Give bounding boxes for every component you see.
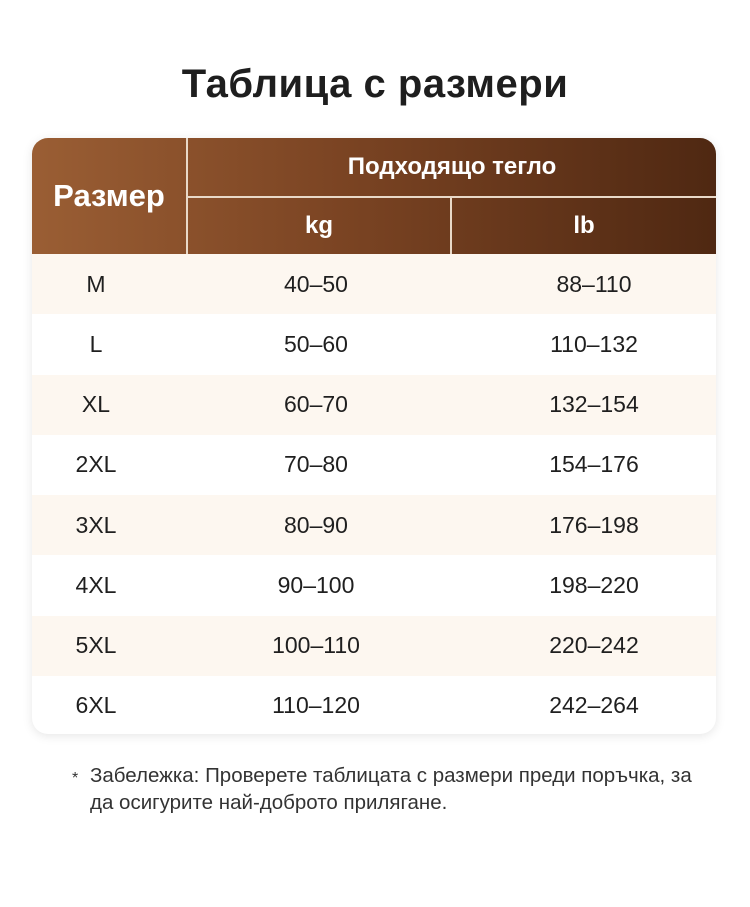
table-row [32,616,716,676]
size-cell: 4XL [75,571,117,598]
kg-cell: 80–90 [284,511,348,538]
footnote-text: Забележка: Проверете таблицата с размери преди поръчка, за да осигурите най-доброто прилягане. [90,764,692,814]
kg-cell: 90–100 [277,571,355,598]
asterisk: * [72,770,79,787]
header-kg: kg [304,212,333,239]
table-row [32,314,716,374]
table-row [32,254,716,314]
kg-cell: 60–70 [284,391,348,418]
table-header [32,138,716,254]
size-cell: 6XL [75,692,117,719]
kg-cell: 110–120 [272,692,360,719]
table-row [32,375,716,435]
table-row [32,435,716,495]
kg-cell: 50–60 [284,330,348,357]
kg-cell: 40–50 [284,270,348,297]
lb-cell: 132–154 [549,391,639,418]
table-row [32,676,716,734]
header-weight-group: Подходящо тегло [347,153,557,180]
kg-cell: 100–110 [272,632,360,659]
lb-cell: 154–176 [549,451,639,478]
size-cell: 3XL [75,511,117,538]
lb-cell: 88–110 [556,270,632,297]
table-row [32,555,716,615]
page-title: Таблица с размери [181,62,569,106]
size-cell: 2XL [75,451,117,478]
size-cell: L [89,330,103,357]
lb-cell: 110–132 [550,330,638,357]
footnote [72,762,712,816]
lb-cell: 242–264 [549,692,639,719]
table-row [32,495,716,555]
header-lb: lb [573,212,595,239]
lb-cell: 176–198 [549,511,639,538]
kg-cell: 70–80 [284,451,348,478]
size-cell: M [86,270,106,297]
header-size: Размер [53,178,165,213]
size-cell: 5XL [75,632,117,659]
lb-cell: 198–220 [549,571,639,598]
lb-cell: 220–242 [549,632,639,659]
size-table [32,138,716,734]
size-cell: XL [81,391,111,418]
